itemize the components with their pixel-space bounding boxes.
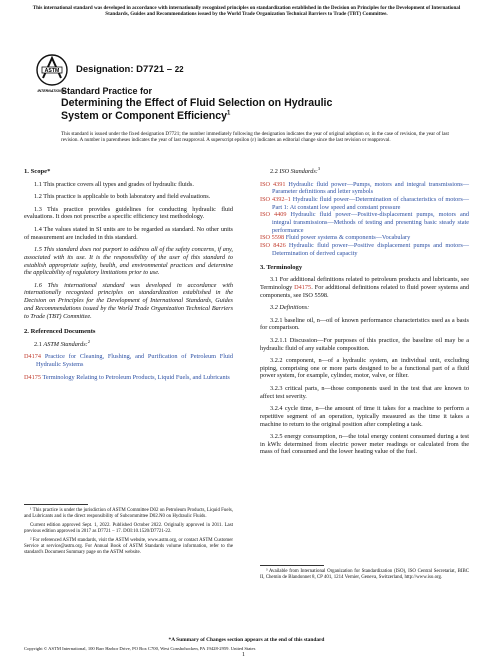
ref-iso-5598[interactable]: ISO 5598 Fluid power systems & components—Vocabulary	[260, 234, 411, 242]
ref-iso-4392-1[interactable]: ISO 4392–1 Hydraulic fluid power—Determination of characteristics of motors—Part 1: At constant low speed and constant pressure	[260, 195, 469, 211]
footnote-rule-right	[260, 565, 324, 566]
footnote-3: ³ Available from International Organization for Standardization (ISO), ISO Central Secretariat, BIBC II, Chemin de Blandonnet 8, CP 401, 1214 Vernier, Geneva, Switzerland, http://www.iso.org.	[260, 569, 469, 580]
para-1-1: 1.1 This practice covers all types and grades of hydraulic fluids.	[34, 180, 194, 188]
para-1-5: 1.5 This standard does not purport to address all of the safety concerns, if any, associated with its use. It is the responsibility of the user of this standard to establish appropriate safety, health, and environmental practices and determine the applicability of regulatory limitations prior to use.	[24, 246, 233, 277]
para-3-2-4: 3.2.4 cycle time, n—the amount of time it takes for a machine to perform a repetitive segment of an operation, typically measured as the time it takes a machine to return to the original position after completing a task.	[260, 405, 469, 428]
referenced-docs-heading: 2. Referenced Documents	[24, 328, 96, 336]
ref-iso-8426[interactable]: ISO 8426 Hydraulic fluid power—Positive displacement pumps and motors—Determination of derived capacity	[260, 242, 469, 257]
tbt-notice: This international standard was developed in accordance with internationally recognized principles on standardization established in the Decision on Principles for the Development of International Standards, Guides and Recommendations issued by the World Trade Organization Technical Barriers to Trade (TBT) Committee.	[32, 5, 461, 18]
para-1-6: 1.6 This international standard was developed in accordance with internationally recognized principles on standardization established in the Decision on Principles for the Development of International Standards, Guides and Recommendations issued by the World Trade Organization Technical Barriers to Trade (TBT) Committee.	[24, 281, 233, 320]
scope-heading: 1. Scope*	[24, 168, 51, 175]
para-3-2-1: 3.2.1 baseline oil, n—oil of known performance characteristics used as a basis for comparison.	[260, 316, 469, 332]
para-3-1: 3.1 For additional definitions related to petroleum products and lubricants, see Terminology D4175. For additional definitions related to fluid power systems and components, see ISO 5598.	[260, 276, 469, 299]
footnote-1b: Current edition approved Sept. 1, 2022. Published October 2022. Originally approved in 2011. Last previous edition approved in 2017 as D7721 – 17. DOI:10.1520/D7721-22.	[24, 523, 233, 534]
para-3-2-1-1: 3.2.1.1 Discussion—For purposes of this practice, the baseline oil may be a hydraulic fluid of any suitable composition.	[260, 336, 469, 352]
left-column	[24, 168, 233, 386]
svg-text:ASTM: ASTM	[44, 68, 60, 74]
footnote-rule-left	[24, 504, 88, 505]
para-3-2-5: 3.2.5 energy consumption, n—the total energy content consumed during a test in kWh: determined from electric power meter readings or calculated from the mass of fuel consumed and the lower heating value of the fuel.	[260, 433, 469, 456]
footnotes-right	[260, 569, 469, 584]
ref-iso-4409[interactable]: ISO 4409 Hydraulic fluid power—Positive-displacement pumps, motors and integral transmissions—Methods of testing and presenting basic steady state performance	[260, 211, 469, 234]
ref-d4174[interactable]: D4174 Practice for Cleaning, Flushing, and Purification of Petroleum Fluid Hydraulic Systems	[24, 353, 233, 369]
right-column	[260, 165, 469, 461]
para-3-2-2: 3.2.2 component, n—of a hydraulic system, an individual unit, excluding piping, comprising one or more parts designed to be a functional part of a fluid power system, for example, cylinder, motor, valve, or filter.	[260, 357, 469, 380]
para-2-1: 2.1 ASTM Standards:$^2$	[34, 338, 91, 348]
ref-iso-4391[interactable]: ISO 4391 Hydraulic fluid power—Pumps, motors and integral transmissions—Parameter definitions and letter symbols	[260, 180, 469, 196]
designation: Designation: D7721 – 22	[76, 64, 184, 75]
para-3-2-3: 3.2.3 critical parts, n—those components used in the test that are known to affect test severity.	[260, 384, 469, 400]
summary-of-changes-note: *A Summary of Changes section appears at the end of this standard	[168, 637, 325, 643]
terminology-heading: 3. Terminology	[260, 263, 303, 271]
para-1-3: 1.3 This practice provides guidelines for conducting hydraulic fluid evaluations. It does not prescribe a specific efficiency test methodology.	[24, 205, 233, 221]
ref-d4175[interactable]: D4175 Terminology Relating to Petroleum Products, Liquid Fuels, and Lubricants	[24, 373, 230, 381]
copyright-line: Copyright © ASTM International, 100 Barr Harbor Drive, PO Box C700, West Conshohocken, PA 19428-2959. United States	[24, 646, 256, 651]
logo-text: INTERNATIONAL	[37, 89, 67, 93]
para-2-2: 2.2 ISO Standards:$^3$	[270, 165, 321, 175]
para-1-4: 1.4 The values stated in SI units are to be regarded as standard. No other units of measurement are included in this standard.	[24, 225, 233, 241]
standard-type: Standard Practice for	[61, 86, 153, 96]
footnote-2: ² For referenced ASTM standards, visit the ASTM website, www.astm.org, or contact ASTM Customer Service at service@astm.org. For Annual Book of ASTM Standards volume information, refer to the standard's Document Summary page on the ASTM website.	[24, 538, 233, 555]
page-number: 1	[242, 652, 245, 658]
issue-note: This standard is issued under the fixed designation D7721; the number immediately following the designation indicates the year of original adoption or, in the case of revision, the year of last revision. A number in parentheses indicates the year of last reapproval. A superscript epsilon (ε) indicates an editorial change since the last revision or reapproval.	[61, 131, 449, 144]
title-block	[61, 86, 451, 123]
link-d4175[interactable]: D4175	[294, 283, 312, 291]
footnotes-left	[24, 508, 233, 559]
standard-title: Determining the Effect of Fluid Selection on Hydraulic System or Component Efficiency$^1$	[61, 97, 333, 122]
para-3-2: 3.2 Definitions:	[270, 304, 310, 312]
footnote-1: ¹ This practice is under the jurisdiction of ASTM Committee D02 on Petroleum Products, Liquid Fuels, and Lubricants and is the direct responsibility of Subcommittee D02.N0 on Hydraulic Fluids.	[24, 508, 233, 519]
para-1-2: 1.2 This practice is applicable to both laboratory and field evaluations.	[34, 193, 211, 201]
